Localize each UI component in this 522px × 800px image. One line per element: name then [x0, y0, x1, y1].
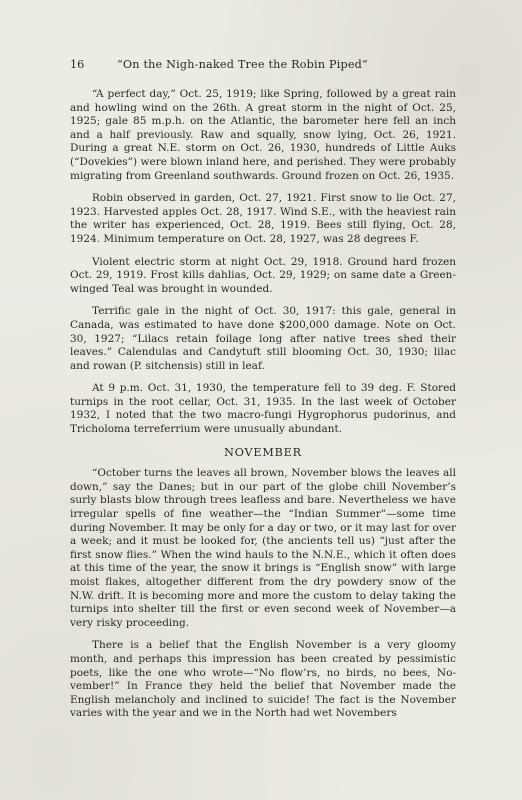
paragraph-oct-30: Terrific gale in the night of Oct. 30, 1917: this gale, general in Canada, was estimated to have done $200,000 damage. Note on Oct. 30, 1927; “Lilacs retain foilage long after native trees shed their leaves.” Calendulas and Candytuft still blooming Oct. 30, 1930; lilac and rowan (P. sitchensis) still in leaf.: [70, 305, 456, 372]
paragraph-oct-29: Violent electric storm at night Oct. 29, 1918. Ground hard frozen Oct. 29, 1919. Frost kills dahlias, Oct. 29, 1929; on same date a Green-winged Teal was brought in wounded.: [70, 255, 456, 295]
running-title: “On the Nigh-naked Tree the Robin Piped”: [117, 58, 368, 71]
paragraph-oct-27-28: Robin observed in garden, Oct. 27, 1921. First snow to lie Oct. 27, 1923. Harvested apples Oct. 28, 1917. Wind S.E., with the heaviest rain the writer has experienced, Oct. 28, 1919. Bees still flying, Oct. 28, 1924. Minimum temperature on Oct. 28, 1927, was 28 degrees F.: [70, 192, 456, 245]
paragraph-oct-31: At 9 p.m. Oct. 31, 1930, the temperature fell to 39 deg. F. Stored turnips in the root cellar, Oct. 31, 1935. In the last week of October 1932, I noted that the two macro-fungi Hygrophorus pudorinus, and Tricholoma terreferrium were unusually abundant.: [70, 382, 456, 436]
page-number: 16: [70, 58, 85, 71]
paragraph-november-belief: There is a belief that the English November is a very gloomy month, and perhaps this impression has been created by pessimistic poets, like the one who wrote—“No flow’rs, no birds, no bees, No-vember!” In France they held the belief that November made the English melancholy and inclined to suicide! The fact is the November varies with the year and we in the North had wet Novembers: [70, 639, 456, 720]
page-body: [70, 88, 456, 730]
paragraph-november-intro: “October turns the leaves all brown, November blows the leaves all down,” say the Danes; but in our part of the globe chill November’s surly blasts blow through trees leafless and bare. Nevertheless we have irregular spells of fine weather—the “Indian Summer”—some time during November. It may be only for a day or two, or it may last for over a week; and it must be looked for, (the ancients tell us) “just after the first snow flies.” When the wind hauls to the N.N.E., which it often does at this time of the year, the snow it brings is “English snow” with large moist flakes, altogether different from the dry powdery snow of the N.W. drift. It is becoming more and more the custom to delay taking the turnips into shelter till the first or even second week of November—a very risky proceeding.: [70, 467, 456, 629]
page-header: [70, 57, 456, 73]
paragraph-oct-25-26: “A perfect day,” Oct. 25, 1919; like Spring, followed by a great rain and howling wind on the 26th. A great storm in the night of Oct. 25, 1925; gale 85 m.p.h. on the Atlantic, the barometer here fell an inch and a half previously. Raw and squally, snow lying, Oct. 26, 1921. During a great N.E. storm on Oct. 26, 1930, hundreds of Little Auks (“Dovekies”) were blown inland here, and perished. They were probably migrating from Greenland southwards. Ground frozen on Oct. 26, 1935.: [70, 88, 456, 182]
section-heading-november: NOVEMBER: [224, 445, 302, 459]
